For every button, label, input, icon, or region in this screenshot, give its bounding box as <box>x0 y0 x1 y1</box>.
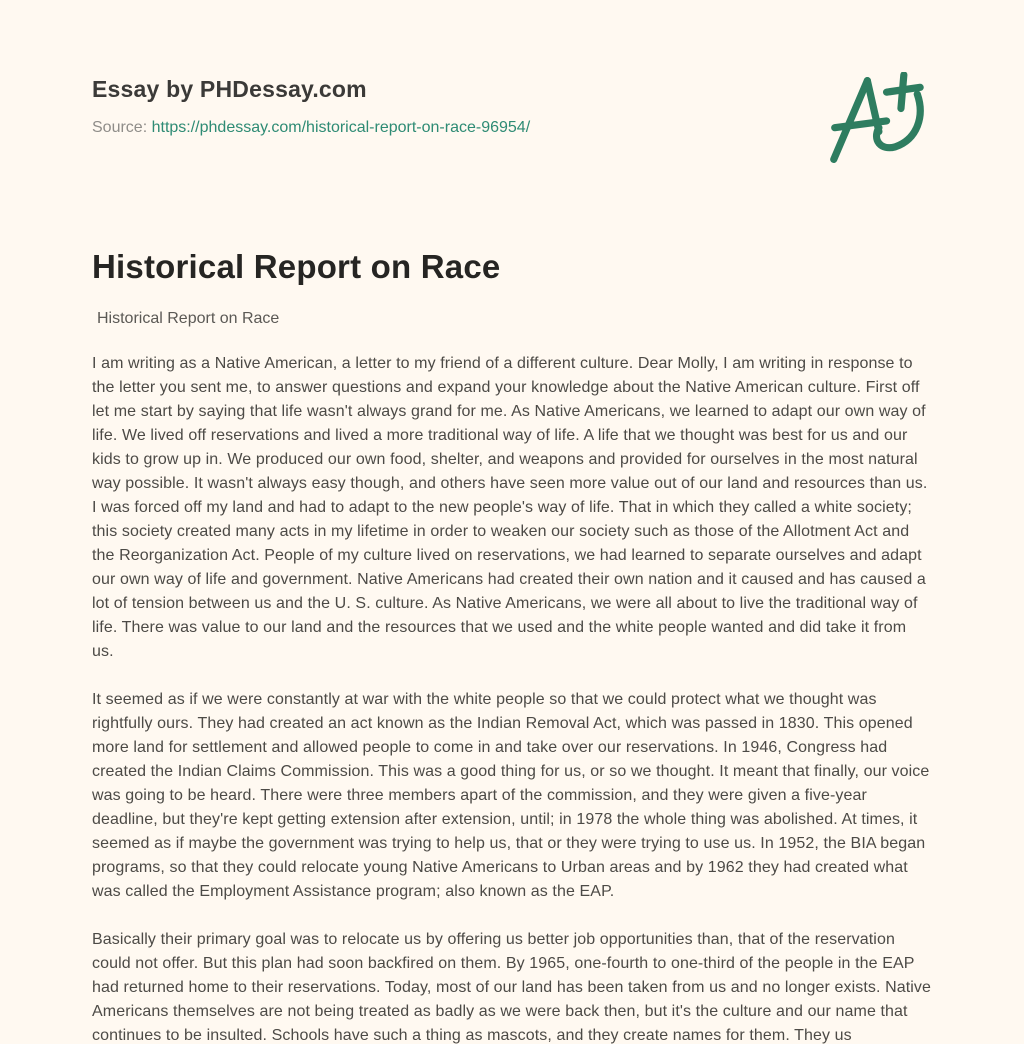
brand-title: Essay by PHDessay.com <box>92 76 367 102</box>
essay-title: Historical Report on Race <box>92 248 501 285</box>
essay-paragraph: I am writing as a Native American, a letter to my friend of a different culture. Dear Molly, I am writing in response to the letter you sent me, to answer questions and expand your knowledge about the Native American culture. First off let me start by saying that life wasn't always grand for me. As Native Americans, we learned to adapt our own way of life. We lived off reservations and lived a more traditional way of life. A life that we thought was best for us and our kids to grow up in. We produced our own food, shelter, and weapons and provided for ourselves in the most natural way possible. It wasn't always easy though, and others have seen more value out of our land and resources than us. I was forced off my land and had to adapt to the new people's way of life. That in which they called a white society; this society created many acts in my lifetime in order to weaken our society such as those of the Allotment Act and the Reorganization Act. People of my culture lived on reservations, we had learned to separate ourselves and adapt our own way of life and government. Native Americans had created their own nation and it caused and has caused a lot of tension between us and the U. S. culture. As Native Americans, we were all about to live the traditional way of life. There was value to our land and the resources that we used and the white people wanted and did take it from us. <box>92 355 928 660</box>
essay-paragraph: Basically their primary goal was to relocate us by offering us better job opportunities than, that of the reservation could not offer. But this plan had soon backfired on them. By 1965, one-fourth to one-third of the people in the EAP had returned home to their reservations. Today, most of our land has been taken from us and no longer exists. Native Americans themselves are not being treated as badly as we were back then, but it's the culture and our name that continues to be insulted. Schools have such a thing as mascots, and they create names for them. They us <box>92 931 932 1044</box>
essay-page <box>92 0 932 1044</box>
source-link[interactable]: https://phdessay.com/historical-report-on-race-96954/ <box>151 119 531 136</box>
essay-body <box>92 352 932 1044</box>
source-label: Source: <box>92 119 148 136</box>
page-header <box>92 76 932 168</box>
phdessay-logo <box>822 72 930 168</box>
header-left <box>92 76 530 137</box>
a-plus-logo-icon <box>822 72 930 168</box>
essay-paragraph: It seemed as if we were constantly at war with the white people so that we could protect what we thought was rightfully ours. They had created an act known as the Indian Removal Act, which was passed in 1830. This opened more land for settlement and allowed people to come in and take over our reservations. In 1946, Congress had created the Indian Claims Commission. This was a good thing for us, or so we thought. It meant that finally, our voice was going to be heard. There were three members apart of the commission, and they were given a five-year deadline, but they're kept getting extension after extension, until; in 1978 the whole thing was abolished. At times, it seemed as if maybe the government was trying to help us, that or they were trying to use us. In 1952, the BIA began programs, so that they could relocate young Native Americans to Urban areas and by 1962 they had created what was called the Employment Assistance program; also known as the EAP. <box>92 691 930 900</box>
essay-subtitle: Historical Report on Race <box>97 310 280 327</box>
source-line <box>92 119 530 137</box>
